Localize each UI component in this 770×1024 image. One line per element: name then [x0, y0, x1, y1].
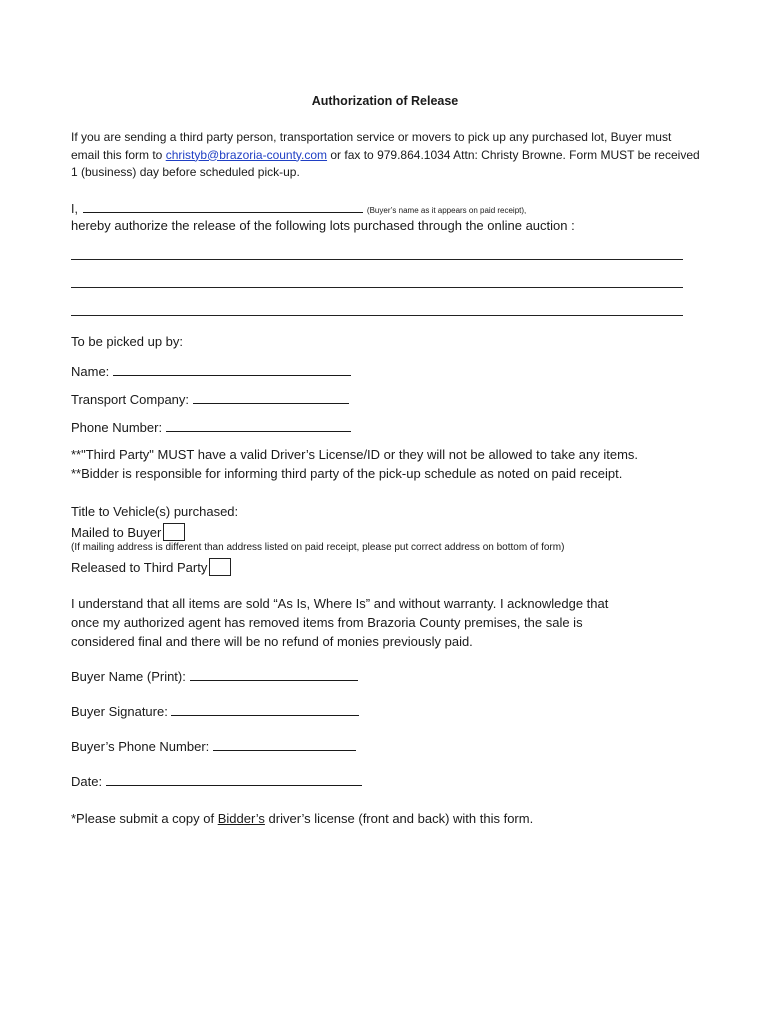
lots-line-2[interactable]: [71, 287, 683, 288]
buyer-name-blank[interactable]: [83, 200, 363, 213]
transport-company-label: Transport Company:: [71, 392, 190, 407]
pickup-name-row: [71, 363, 351, 379]
buyer-prefix: I,: [71, 202, 78, 216]
mailed-row: [71, 523, 185, 541]
footer-bidders: Bidder’s: [217, 811, 265, 826]
title-heading: Title to Vehicle(s) purchased:: [71, 504, 239, 519]
date-label: Date:: [71, 774, 103, 789]
lots-line-3[interactable]: [71, 315, 683, 316]
buyer-print-label: Buyer Name (Print):: [71, 669, 186, 684]
released-label: Released to Third Party: [71, 560, 208, 575]
agreement-line-3: considered final and there will be no refund of monies previously paid.: [71, 634, 473, 649]
phone-number-label: Phone Number:: [71, 420, 163, 435]
phone-number-blank[interactable]: [166, 419, 351, 432]
transport-company-row: [71, 391, 349, 407]
buyer-name-note: (Buyer’s name as it appears on paid receipt),: [366, 206, 527, 215]
buyer-signature-row: [71, 703, 359, 719]
lots-line-1[interactable]: [71, 259, 683, 260]
pickup-heading: To be picked up by:: [71, 334, 184, 349]
footer-note: [71, 811, 533, 826]
footer-text-start: *Please submit a copy of: [71, 811, 218, 826]
date-blank[interactable]: [106, 773, 362, 786]
mailed-note: (If mailing address is different than address listed on paid receipt, please put correct address on bottom of form): [71, 542, 565, 553]
intro-text-end: or fax to 979.864.1034 Attn: Christy Browne. Form MUST be received 1 (business) day before scheduled pick-up.: [71, 147, 700, 179]
buyer-phone-label: Buyer’s Phone Number:: [71, 739, 210, 754]
pickup-name-blank[interactable]: [113, 363, 351, 376]
third-party-note: **"Third Party" MUST have a valid Driver’s License/ID or they will not be allowed to take any items.: [71, 447, 639, 462]
buyer-signature-blank[interactable]: [171, 703, 359, 716]
pickup-name-label: Name:: [71, 364, 110, 379]
buyer-name-line: [71, 200, 526, 216]
buyer-print-row: [71, 668, 358, 684]
mailed-checkbox[interactable]: [163, 523, 185, 541]
mailed-label: Mailed to Buyer: [71, 525, 162, 540]
released-row: [71, 558, 231, 576]
page-title: Authorization of Release: [311, 94, 459, 108]
agreement-line-2: once my authorized agent has removed items from Brazoria County premises, the sale is: [71, 615, 583, 630]
intro-text-start: If you are sending a third party person, transportation service or movers to pick up any purchased lot, Buyer must email this form to: [71, 130, 672, 162]
date-row: [71, 773, 362, 789]
buyer-phone-blank[interactable]: [213, 738, 356, 751]
buyer-signature-label: Buyer Signature:: [71, 704, 168, 719]
phone-number-row: [71, 419, 351, 435]
released-checkbox[interactable]: [209, 558, 231, 576]
bidder-note: **Bidder is responsible for informing third party of the pick-up schedule as noted on paid receipt.: [71, 466, 623, 481]
footer-text-end: driver’s license (front and back) with this form.: [264, 811, 534, 826]
buyer-print-blank[interactable]: [190, 668, 358, 681]
transport-company-blank[interactable]: [193, 391, 349, 404]
agreement-line-1: I understand that all items are sold “As Is, Where Is” and without warranty. I acknowledge that: [71, 596, 609, 611]
authorize-text: hereby authorize the release of the following lots purchased through the online auction :: [71, 218, 575, 233]
buyer-phone-row: [71, 738, 356, 754]
intro-paragraph: [71, 129, 701, 182]
email-link[interactable]: christyb@brazoria-county.com: [165, 147, 328, 162]
